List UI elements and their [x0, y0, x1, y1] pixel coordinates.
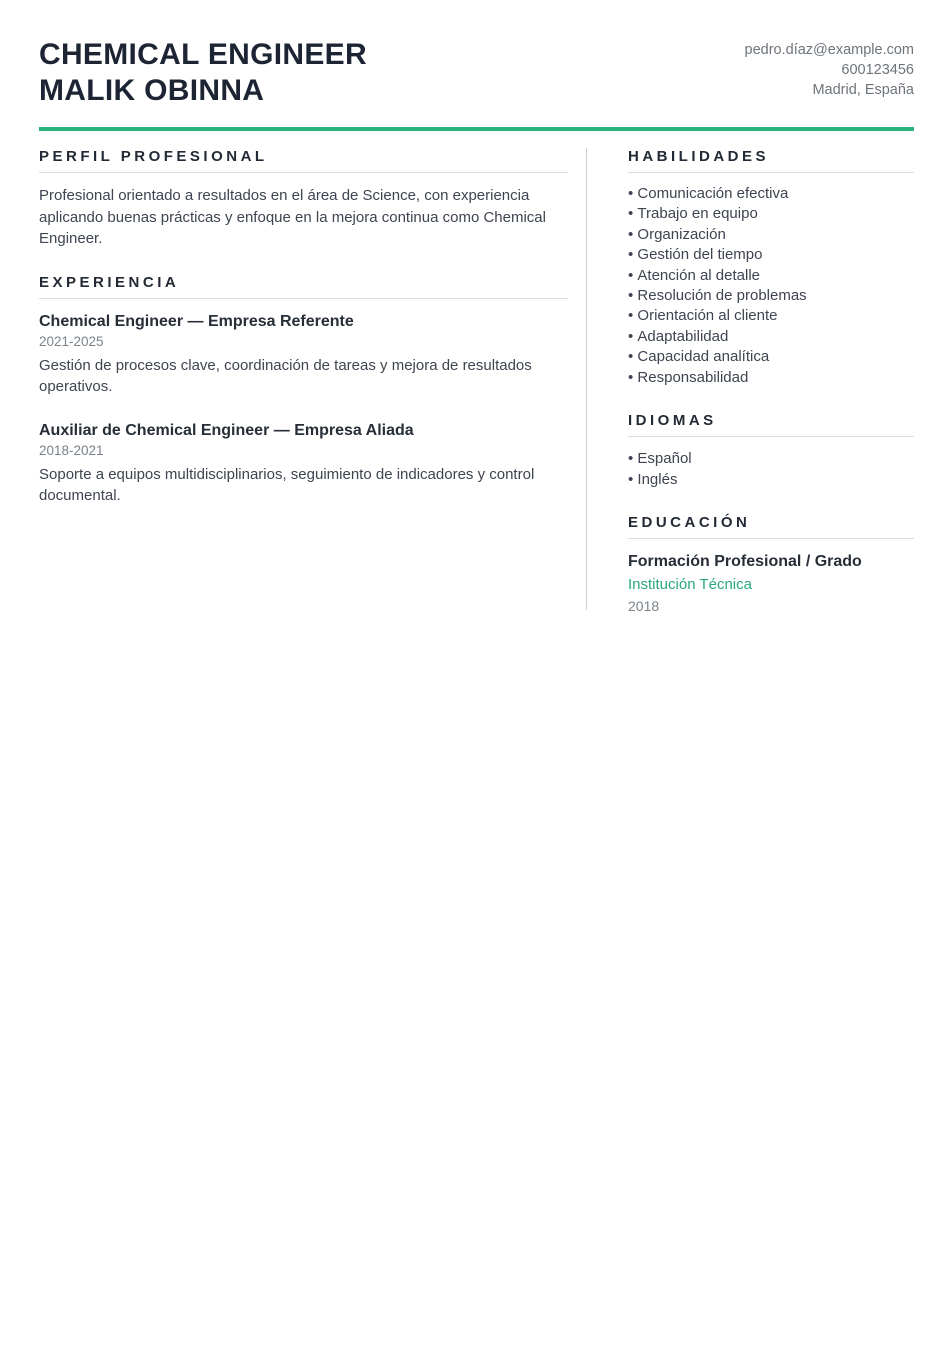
profile-text: Profesional orientado a resultados en el área de Science, con experiencia aplicando buenas prácticas y enfoque en la mejora continua como Chemical Engineer. — [39, 187, 546, 247]
language-item: • Inglés — [628, 469, 914, 490]
job-period: 2018-2021 — [39, 442, 104, 458]
skill-item: • Responsabilidad — [628, 368, 914, 388]
languages-list — [628, 448, 914, 490]
contact-phone: 600123456 — [841, 62, 914, 78]
skill-item: • Resolución de problemas — [628, 286, 914, 306]
title-line-name: MALIK OBINNA — [39, 74, 265, 107]
title-line-role: CHEMICAL ENGINEER — [39, 38, 367, 71]
job-description: Gestión de procesos clave, coordinación de tareas y mejora de resultados operativos. — [39, 356, 532, 395]
section-education — [628, 514, 914, 615]
job-entry — [39, 421, 568, 507]
education-degree: Formación Profesional / Grado — [628, 553, 862, 571]
skill-item: • Atención al detalle — [628, 266, 914, 286]
page-title — [39, 37, 367, 109]
contact-email: pedro.díaz@example.com — [744, 42, 914, 58]
skill-item: • Adaptabilidad — [628, 327, 914, 347]
skills-heading: HABILIDADES — [628, 148, 914, 173]
job-period: 2021-2025 — [39, 333, 104, 349]
job-title: Auxiliar de Chemical Engineer — Empresa Aliada — [39, 421, 414, 439]
contact-info — [745, 37, 914, 100]
profile-heading: PERFIL PROFESIONAL — [39, 148, 568, 173]
contact-location: Madrid, España — [812, 82, 914, 98]
sidebar-column — [587, 148, 914, 639]
section-experience — [39, 274, 568, 507]
content-columns — [39, 148, 914, 639]
job-entry — [39, 312, 568, 398]
section-profile — [39, 148, 568, 250]
skill-item: • Trabajo en equipo — [628, 204, 914, 224]
education-year: 2018 — [628, 598, 660, 615]
accent-divider-bar — [39, 127, 914, 131]
header — [39, 37, 914, 109]
main-column — [39, 148, 568, 639]
skills-list — [628, 184, 914, 388]
section-skills — [628, 148, 914, 388]
skill-item: • Organización — [628, 225, 914, 245]
section-languages — [628, 412, 914, 490]
skill-item: • Gestión del tiempo — [628, 245, 914, 265]
education-institution: Institución Técnica — [628, 576, 752, 594]
skill-item: • Comunicación efectiva — [628, 184, 914, 204]
job-title: Chemical Engineer — Empresa Referente — [39, 312, 354, 330]
skill-item: • Orientación al cliente — [628, 306, 914, 326]
languages-heading: IDIOMAS — [628, 412, 914, 437]
skill-item: • Capacidad analítica — [628, 347, 914, 367]
job-description: Soporte a equipos multidisciplinarios, seguimiento de indicadores y control documental. — [39, 465, 535, 504]
education-heading: EDUCACIÓN — [628, 514, 914, 539]
experience-heading: EXPERIENCIA — [39, 274, 568, 299]
language-item: • Español — [628, 448, 914, 469]
